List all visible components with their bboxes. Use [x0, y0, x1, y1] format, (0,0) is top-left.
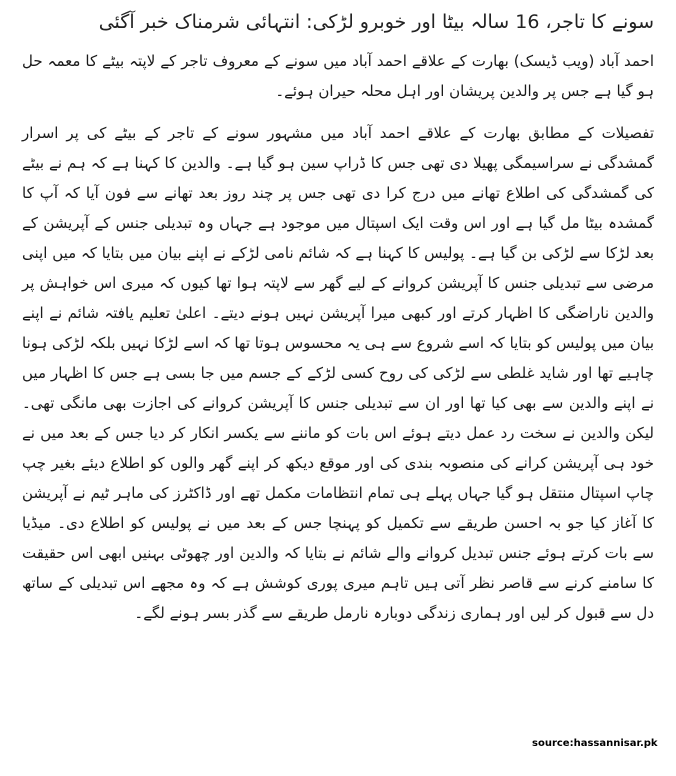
article [22, 8, 654, 628]
article-headline: سونے کا تاجر، 16 سالہ بیٹا اور خوبرو لڑکی: انتہائی شرمناک خبر آگئی [98, 11, 654, 33]
article-body: تفصیلات کے مطابق بھارت کے علاقے احمد آباد میں مشہور سونے کے تاجر کے بیٹے کی پر اسرار گمشدگی نے سراسیمگی پھیلا دی تھی جس کا ڈراپ سین ہو گیا ہے۔ والدین کا کہنا ہے کہ ہم نے بیٹے کی گمشدگی کی اطلاع تھانے میں درج کرا دی تھی جس پر چند روز بعد تھانے سے فون آیا کہ آپ کا گمشدہ بیٹا مل گیا ہے اور اس وقت ایک اسپتال میں موجود ہے جہاں وہ تبدیلی جنس کے آپریشن کے بعد لڑکا سے لڑکی بن گیا ہے۔ پولیس کا کہنا ہے کہ شائم نامی لڑکے نے اپنے بیان میں بتایا کہ میں اپنی مرضی سے تبدیلی جنس کا آپریشن کروانے کے لیے گھر سے لاپتہ ہوا تھا کیوں کہ میری اس خواہش پر والدین ناراضگی کا اظہار کرتے اور کبھی میرا آپریشن نہیں ہونے دیتے۔ اعلیٰ تعلیم یافتہ شائم نے اپنے بیان میں پولیس کو بتایا کہ اسے شروع سے ہی یہ محسوس ہوتا تھا کہ اسے لڑکا نہیں بلکہ لڑکی ہونا چاہیے تھا اور شاید غلطی سے لڑکی کی روح کسی لڑکے کے جسم میں جا بسی ہے جس کا اظہار میں نے اپنے والدین سے بھی کیا تھا اور ان سے تبدیلی جنس کا آپریشن کروانے کی اجازت بھی مانگی تھی۔ لیکن والدین نے سخت رد عمل دیتے ہوئے اس بات کو ماننے سے یکسر انکار کر دیا جس کے بعد میں نے خود ہی آپریشن کرانے کی منصوبہ بندی کی اور موقع دیکھ کر اپنے گھر والوں کو اطلاع دیئے بغیر چپ چاپ اسپتال منتقل ہو گیا جہاں پہلے ہی تمام انتظامات مکمل تھے اور ڈاکٹرز کی ماہر ٹیم نے آپریشن کا آغاز کیا جو بہ احسن طریقے سے تکمیل کو پہنچا جس کے بعد میں نے پولیس کو اطلاع دی۔ میڈیا سے بات کرتے ہوئے جنس تبدیل کروانے والے شائم نے بتایا کہ والدین اور چھوٹی بہنیں ابھی اس حقیقت کا سامنے کرنے سے قاصر نظر آتی ہیں تاہم میری پوری کوشش ہے کہ وہ مجھے اس تبدیلی کے ساتھ دل سے قبول کر لیں اور ہماری زندگی دوبارہ نارمل طریقے سے گذر بسر ہونے لگے۔ [22, 124, 654, 622]
source-credit: source:hassannisar.pk [532, 738, 658, 749]
article-intro: احمد آباد (ویب ڈیسک) بھارت کے علاقے احمد آباد میں سونے کے معروف تاجر کے لاپتہ بیٹے کا معمہ حل ہو گیا ہے جس پر والدین پریشان اور اہل محلہ حیران ہوئے۔ [22, 52, 654, 100]
